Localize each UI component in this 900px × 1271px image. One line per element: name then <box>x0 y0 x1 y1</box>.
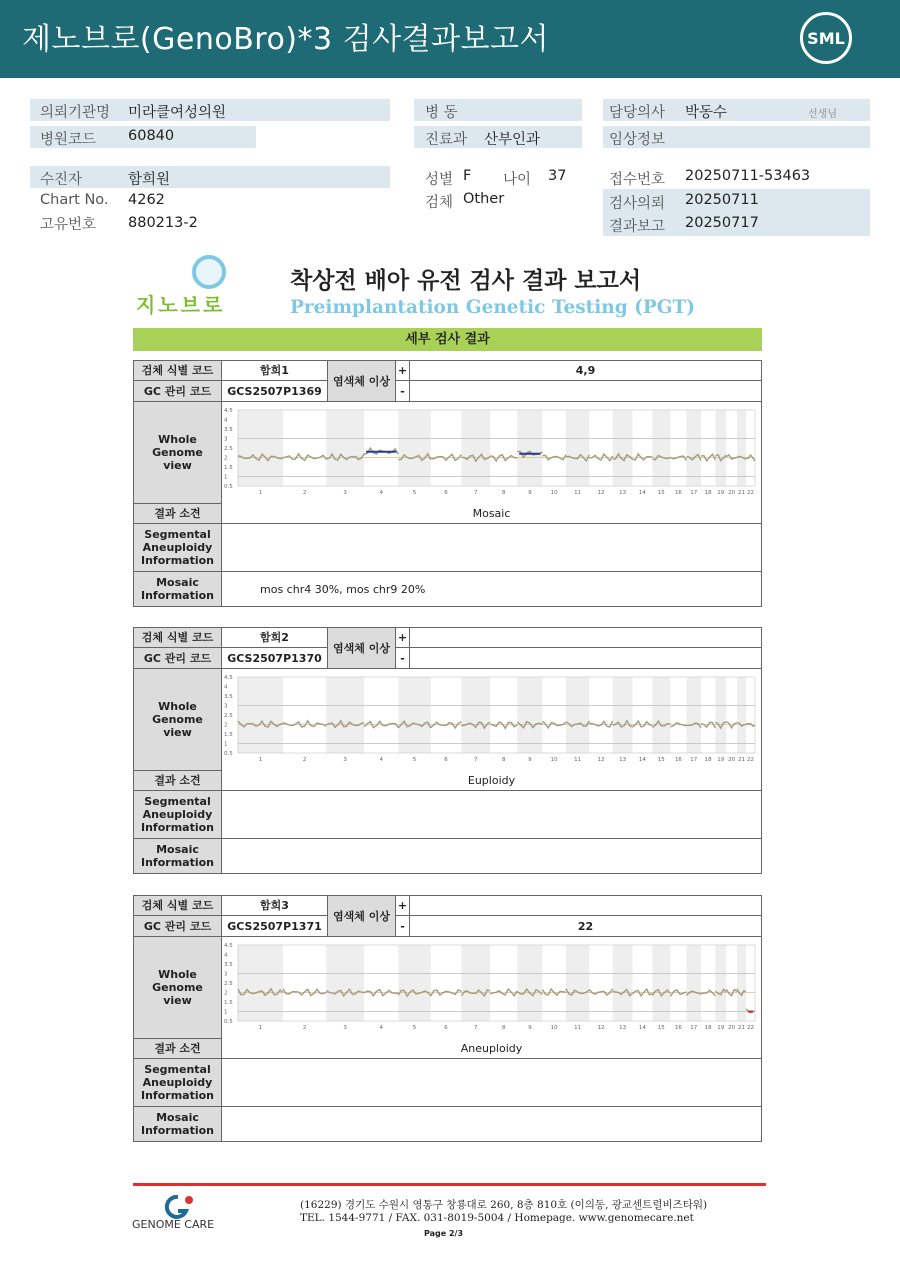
whole-genome-label <box>134 402 222 504</box>
report-label: 결과보고 <box>609 219 666 235</box>
y-tick-label: 1.5 <box>224 732 233 738</box>
genome-chart-svg <box>222 669 761 769</box>
finding-value: Aneuploidy <box>222 1039 761 1059</box>
x-tick-label: 6 <box>444 1025 448 1031</box>
x-tick-label: 3 <box>343 1025 347 1031</box>
genobro-logo <box>136 255 248 315</box>
segmental-label-line: Segmental <box>144 1063 211 1076</box>
copy-number-trace <box>746 455 755 461</box>
copy-number-trace <box>726 455 737 459</box>
x-tick-label: 21 <box>737 1025 745 1031</box>
report-title: 착상전 배아 유전 검사 결과 보고서 <box>290 268 642 294</box>
mosaic-label-line: Mosaic <box>156 843 199 856</box>
sample-code-label: 검체 식별 코드 <box>134 628 222 648</box>
segmental-label-text <box>141 1063 214 1102</box>
segmental-label <box>134 791 222 839</box>
chromosome-band <box>566 410 589 486</box>
x-tick-label: 20 <box>728 757 736 763</box>
y-tick-label: 4.5 <box>224 408 233 414</box>
y-tick-label: 3 <box>224 703 228 710</box>
patient-row <box>30 166 390 188</box>
chromosome-band <box>652 945 670 1021</box>
chromosome-band <box>566 677 589 753</box>
segmental-label-line: Information <box>141 821 214 834</box>
specimen-value: Other <box>463 191 505 207</box>
x-tick-label: 11 <box>574 1025 582 1031</box>
finding-label: 결과 소견 <box>134 1039 222 1059</box>
whole-genome-label-line: view <box>163 459 192 472</box>
y-tick-label: 1.5 <box>224 465 233 471</box>
patient-value: 함희원 <box>128 172 171 188</box>
whole-genome-label <box>134 669 222 771</box>
whole-genome-label-line: view <box>163 726 192 739</box>
x-tick-label: 22 <box>746 490 754 496</box>
minus-label: - <box>396 381 410 402</box>
copy-number-trace <box>431 990 462 996</box>
x-tick-label: 7 <box>474 1025 478 1031</box>
y-tick-label: 4 <box>224 417 228 424</box>
receipt-label: 접수번호 <box>609 172 666 188</box>
x-tick-label: 15 <box>657 1025 665 1031</box>
chromosome-band <box>517 677 542 753</box>
x-tick-label: 14 <box>638 490 646 496</box>
chromosome-band <box>613 945 633 1021</box>
x-tick-label: 1 <box>258 1025 263 1031</box>
chromosome-band <box>687 410 701 486</box>
hospital-code-value: 60840 <box>128 128 175 144</box>
chromosome-band <box>238 677 283 753</box>
copy-number-trace <box>589 721 612 727</box>
genobro-logo-text: 지노브로 <box>136 293 226 317</box>
specimen-label: 검체 <box>425 195 454 211</box>
genome-chart-1 <box>222 402 761 502</box>
chromosome-band <box>613 410 633 486</box>
segmental-label-text <box>141 528 214 567</box>
x-tick-label: 10 <box>550 1025 558 1031</box>
x-tick-label: 16 <box>674 757 682 763</box>
segmental-label-line: Aneuploidy <box>142 808 213 821</box>
whole-genome-label-line: Whole <box>158 700 197 713</box>
x-tick-label: 9 <box>528 490 532 496</box>
gc-code-label: GC 관리 코드 <box>134 381 222 402</box>
x-tick-label: 8 <box>501 490 506 496</box>
whole-genome-label-text <box>152 968 203 1007</box>
minus-value <box>410 648 761 669</box>
finding-value: Mosaic <box>222 504 761 524</box>
header-bar <box>0 0 900 78</box>
chart-value: 4262 <box>128 192 165 208</box>
mosaic-label-line: Information <box>141 1124 214 1137</box>
id-label: 고유번호 <box>40 217 97 233</box>
chromosome-band <box>715 677 726 753</box>
x-tick-label: 21 <box>737 757 745 763</box>
genome-chart-svg <box>222 937 761 1037</box>
x-tick-label: 12 <box>597 1025 605 1031</box>
y-tick-label: 4 <box>224 684 228 691</box>
copy-number-trace <box>283 721 326 727</box>
x-tick-label: 18 <box>704 490 712 496</box>
sample-code-label: 검체 식별 코드 <box>134 896 222 916</box>
chromosome-band <box>398 945 430 1021</box>
x-tick-label: 22 <box>746 1025 754 1031</box>
y-tick-label: 4 <box>224 952 228 959</box>
x-tick-label: 20 <box>728 1025 736 1031</box>
y-tick-label: 1 <box>224 474 228 481</box>
plus-value <box>410 896 761 916</box>
y-tick-label: 2.5 <box>224 713 233 719</box>
mosaic-label <box>134 839 222 873</box>
x-tick-label: 7 <box>474 490 478 496</box>
x-tick-label: 4 <box>379 1025 383 1031</box>
request-label: 검사의뢰 <box>609 196 666 212</box>
y-tick-label: 4.5 <box>224 943 233 949</box>
minus-value: 22 <box>410 916 761 937</box>
footer-divider <box>133 1183 766 1186</box>
x-tick-label: 2 <box>302 1025 307 1031</box>
minus-label: - <box>396 648 410 669</box>
plot-frame <box>238 945 755 1021</box>
whole-genome-label-line: Whole <box>158 433 197 446</box>
mosaic-label-line: Information <box>141 589 214 602</box>
doctor-suffix: 선생님 <box>808 109 837 120</box>
x-tick-label: 15 <box>657 490 665 496</box>
y-tick-label: 3.5 <box>224 962 233 968</box>
magnifier-icon <box>192 255 226 289</box>
page-title: 제노브로(GenoBro)*3 검사결과보고서 <box>22 22 549 57</box>
segmental-label-line: Information <box>141 1089 214 1102</box>
sample-block-2 <box>133 627 762 874</box>
sample-block-3 <box>133 895 762 1142</box>
segmental-label <box>134 524 222 572</box>
x-tick-label: 2 <box>302 490 307 496</box>
x-tick-label: 22 <box>746 757 754 763</box>
x-tick-label: 6 <box>444 757 448 763</box>
copy-number-trace <box>542 989 566 995</box>
chromosome-band <box>461 410 490 486</box>
chrom-abn-label: 염색체 이상 <box>328 628 396 669</box>
doctor-value: 박동수 <box>685 105 728 121</box>
copy-number-trace <box>633 454 653 460</box>
gc-code-label: GC 관리 코드 <box>134 916 222 937</box>
chromosome-band <box>326 945 364 1021</box>
x-tick-label: 3 <box>343 490 347 496</box>
chromosome-band <box>737 410 746 486</box>
x-tick-label: 15 <box>657 757 665 763</box>
plot-frame <box>238 410 755 486</box>
minus-value <box>410 381 761 402</box>
whole-genome-label-text <box>152 433 203 472</box>
chromosome-band <box>613 677 633 753</box>
plus-label: + <box>396 628 410 648</box>
x-tick-label: 16 <box>674 490 682 496</box>
chromosome-band <box>715 410 726 486</box>
y-tick-label: 0.5 <box>224 1019 233 1025</box>
segmental-label-line: Aneuploidy <box>142 541 213 554</box>
x-tick-label: 18 <box>704 757 712 763</box>
x-tick-label: 6 <box>444 490 448 496</box>
x-tick-label: 5 <box>412 490 417 496</box>
chromosome-band <box>238 945 283 1021</box>
segmental-label-line: Information <box>141 554 214 567</box>
chromosome-band <box>398 677 430 753</box>
x-tick-label: 1 <box>258 490 263 496</box>
plot-frame <box>238 677 755 753</box>
whole-genome-label-text <box>152 700 203 739</box>
department-value: 산부인과 <box>484 132 541 148</box>
x-tick-label: 20 <box>728 490 736 496</box>
sex-label: 성별 <box>425 172 454 188</box>
mosaic-value <box>222 1107 761 1141</box>
x-tick-label: 18 <box>704 1025 712 1031</box>
institution-value: 미라클여성의원 <box>128 105 227 121</box>
y-tick-label: 0.5 <box>224 751 233 757</box>
report-value: 20250717 <box>685 215 759 231</box>
y-tick-label: 3 <box>224 436 228 443</box>
chromosome-band <box>715 945 726 1021</box>
gc-code-value: GCS2507P1369 <box>222 381 328 402</box>
ward-label: 병 동 <box>425 105 458 121</box>
x-tick-label: 14 <box>638 1025 646 1031</box>
y-tick-label: 1 <box>224 1009 228 1016</box>
copy-number-trace <box>670 990 686 997</box>
x-tick-label: 7 <box>474 757 478 763</box>
institution-label: 의뢰기관명 <box>40 105 111 121</box>
x-tick-label: 13 <box>619 757 627 763</box>
x-tick-label: 12 <box>597 757 605 763</box>
x-tick-label: 16 <box>674 1025 682 1031</box>
whole-genome-label <box>134 937 222 1039</box>
plus-label: + <box>396 361 410 381</box>
receipt-value: 20250711-53463 <box>685 168 811 184</box>
y-tick-label: 2 <box>224 722 228 729</box>
page-number: Page 2/3 <box>424 1229 464 1238</box>
chromosome-band <box>326 677 364 753</box>
y-tick-label: 4.5 <box>224 675 233 681</box>
x-tick-label: 3 <box>343 757 347 763</box>
copy-number-trace <box>589 989 612 995</box>
x-tick-label: 2 <box>302 757 307 763</box>
segmental-value <box>222 524 761 572</box>
copy-number-trace <box>633 721 653 727</box>
chromosome-band <box>461 945 490 1021</box>
genome-chart-2 <box>222 669 761 769</box>
chromosome-band <box>566 945 589 1021</box>
sample-code-label: 검체 식별 코드 <box>134 361 222 381</box>
x-tick-label: 9 <box>528 1025 532 1031</box>
chromosome-band <box>461 677 490 753</box>
y-tick-label: 2.5 <box>224 981 233 987</box>
department-label: 진료과 <box>425 132 468 148</box>
x-tick-label: 13 <box>619 490 627 496</box>
whole-genome-label-line: Genome <box>152 446 203 459</box>
age-value: 37 <box>548 168 567 184</box>
copy-number-trace <box>701 990 715 995</box>
request-value: 20250711 <box>685 192 759 208</box>
x-tick-label: 19 <box>717 1025 725 1031</box>
segmental-label-line: Aneuploidy <box>142 1076 213 1089</box>
chromosome-band <box>517 410 542 486</box>
x-tick-label: 10 <box>550 757 558 763</box>
plus-label: + <box>396 896 410 916</box>
genome-chart-3 <box>222 937 761 1037</box>
chromosome-band <box>398 410 430 486</box>
x-tick-label: 11 <box>574 490 582 496</box>
sample-block-1 <box>133 360 762 607</box>
x-tick-label: 17 <box>690 1025 698 1031</box>
chromosome-band <box>652 677 670 753</box>
minus-label: - <box>396 916 410 937</box>
y-tick-label: 1.5 <box>224 1000 233 1006</box>
segmental-label-line: Segmental <box>144 795 211 808</box>
x-tick-label: 21 <box>737 490 745 496</box>
age-label: 나이 <box>503 172 532 188</box>
chromosome-band <box>737 677 746 753</box>
x-tick-label: 19 <box>717 490 725 496</box>
copy-number-trace <box>490 455 517 461</box>
mosaic-label-text <box>141 1111 214 1137</box>
y-tick-label: 3.5 <box>224 694 233 700</box>
genome-care-icon <box>156 1193 196 1219</box>
segmental-label-line: Segmental <box>144 528 211 541</box>
chromosome-band <box>687 677 701 753</box>
x-tick-label: 17 <box>690 490 698 496</box>
copy-number-trace <box>670 456 686 460</box>
y-tick-label: 3.5 <box>224 427 233 433</box>
x-tick-label: 10 <box>550 490 558 496</box>
x-tick-label: 1 <box>258 757 263 763</box>
mosaic-label-line: Mosaic <box>156 1111 199 1124</box>
sample-code-value: 함희2 <box>222 628 328 648</box>
sample-code-value: 함희1 <box>222 361 328 381</box>
x-tick-label: 14 <box>638 757 646 763</box>
chrom-abn-label: 염색체 이상 <box>328 896 396 937</box>
mosaic-label-line: Information <box>141 856 214 869</box>
finding-value: Euploidy <box>222 771 761 791</box>
segmental-value <box>222 1059 761 1107</box>
whole-genome-label-line: Genome <box>152 981 203 994</box>
y-tick-label: 2 <box>224 990 228 997</box>
plus-value: 4,9 <box>410 361 761 381</box>
sex-value: F <box>463 168 472 184</box>
y-tick-label: 2 <box>224 455 228 462</box>
segmental-label-text <box>141 795 214 834</box>
genome-care-logo <box>132 1193 222 1233</box>
whole-genome-label-line: Genome <box>152 713 203 726</box>
genome-care-text: GENOME CARE <box>132 1218 215 1231</box>
x-tick-label: 5 <box>412 757 417 763</box>
chromosome-band <box>737 945 746 1021</box>
x-tick-label: 5 <box>412 1025 417 1031</box>
x-tick-label: 19 <box>717 757 725 763</box>
y-tick-label: 3 <box>224 971 228 978</box>
hospital-code-label: 병원코드 <box>40 132 97 148</box>
chromosome-band <box>238 410 283 486</box>
mosaic-label <box>134 1107 222 1141</box>
finding-label: 결과 소견 <box>134 504 222 524</box>
x-tick-label: 4 <box>379 490 383 496</box>
mosaic-label-text <box>141 576 214 602</box>
whole-genome-label-line: Whole <box>158 968 197 981</box>
copy-number-trace <box>490 722 517 728</box>
doctor-label: 담당의사 <box>609 105 666 121</box>
footer-address: (16229) 경기도 수원시 영통구 창룡대로 260, 8층 810호 (이의동, 광교센트럴비즈타워) <box>300 1199 708 1211</box>
patient-label: 수진자 <box>40 172 83 188</box>
mosaic-label <box>134 572 222 606</box>
finding-label: 결과 소견 <box>134 771 222 791</box>
chromosome-band <box>652 410 670 486</box>
x-tick-label: 9 <box>528 757 532 763</box>
section-title: 세부 검사 결과 <box>133 328 762 351</box>
sample-code-value: 함희3 <box>222 896 328 916</box>
x-tick-label: 11 <box>574 757 582 763</box>
y-tick-label: 1 <box>224 741 228 748</box>
chart-label: Chart No. <box>40 192 109 208</box>
gc-code-label: GC 관리 코드 <box>134 648 222 669</box>
footer-contact: TEL. 1544-9771 / FAX. 031-8019-5004 / Homepage. www.genomecare.net <box>300 1212 694 1224</box>
x-tick-label: 12 <box>597 490 605 496</box>
id-value: 880213-2 <box>128 215 198 231</box>
mosaic-value <box>222 839 761 873</box>
copy-number-trace <box>701 722 715 728</box>
chromosome-band <box>517 945 542 1021</box>
y-tick-label: 2.5 <box>224 446 233 452</box>
mosaic-value: mos chr4 30%, mos chr9 20% <box>260 582 426 596</box>
segmental-label <box>134 1059 222 1107</box>
x-tick-label: 4 <box>379 757 383 763</box>
clinical-label: 임상정보 <box>609 132 666 148</box>
gc-code-value: GCS2507P1370 <box>222 648 328 669</box>
x-tick-label: 8 <box>501 757 506 763</box>
x-tick-label: 13 <box>619 1025 627 1031</box>
chromosome-band <box>326 410 364 486</box>
gc-code-value: GCS2507P1371 <box>222 916 328 937</box>
whole-genome-label-line: view <box>163 994 192 1007</box>
y-tick-label: 0.5 <box>224 484 233 490</box>
report-subtitle: Preimplantation Genetic Testing (PGT) <box>290 297 696 318</box>
sml-logo-text: SML <box>807 28 845 48</box>
chrom-abn-label: 염색체 이상 <box>328 361 396 402</box>
segmental-value <box>222 791 761 839</box>
x-tick-label: 8 <box>501 1025 506 1031</box>
x-tick-label: 17 <box>690 757 698 763</box>
chromosome-band <box>687 945 701 1021</box>
sml-logo <box>800 12 852 64</box>
mosaic-label-line: Mosaic <box>156 576 199 589</box>
genome-chart-svg <box>222 402 761 502</box>
plus-value <box>410 628 761 648</box>
mosaic-label-text <box>141 843 214 869</box>
